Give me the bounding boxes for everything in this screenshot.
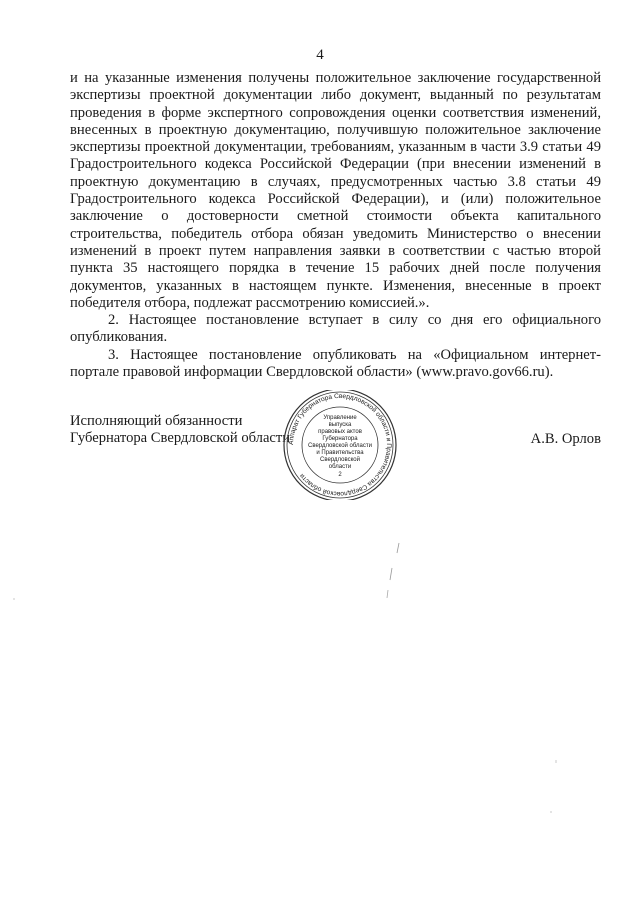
page-number: 4 [316, 47, 324, 63]
signatory-name: А.В. Орлов [530, 431, 601, 447]
paragraph-continuation: и на указанные изменения получены положительное заключение государственной экспертизы проектной документации либо документ, выданный по результатам проведения в форме экспертного сопровождения оценки соответствия изменений, внесенных в проектную документацию, получившую положительное заключение экспертизы проектной документации, требованиям, указанным в части 3.9 статьи 49 Градостроительного кодекса Российской Федерации (при внесении изменений в проектную документацию в случаях, предусмотренных частью 3.8 статьи 49 Градостроительного кодекса Российской Федерации), и (или) положительное заключение о достоверности сметной стоимости объекта капитального строительства, победитель отбора обязан уведомить Министерство о внесении изменений в проект путем направления заявки в соответствии с частью второй пункта 35 настоящего порядка в течение 15 рабочих дней после получения документов, указанных в настоящем пункте. Изменения, внесенные в проект победителя отбора, подлежат рассмотрению комиссией.». [70, 70, 601, 311]
signatory-position-line-2: Губернатора Свердловской области [70, 430, 291, 447]
stamp-line: выпуска [328, 422, 352, 428]
stamp-line: и Правительства [316, 450, 364, 456]
stamp-number: 2 [338, 472, 342, 478]
stamp-ring-text: Аппарат Губернатора Свердловской области и Правительства Свердловской области [287, 392, 393, 498]
paragraph-2: 2. Настоящее постановление вступает в силу со дня его официального опубликования. [70, 312, 601, 346]
stamp-line: области [328, 464, 352, 470]
stamp-line: Губернатора [322, 436, 358, 442]
paragraph-3: 3. Настоящее постановление опубликовать на «Официальном интернет-портале правовой информации Свердловской области» (www.pravo.gov66.ru). [70, 346, 601, 381]
stamp-line: Свердловской [320, 457, 360, 463]
stamp-line: Свердловской области [307, 443, 373, 449]
signatory-position-line-1: Исполняющий обязанности [70, 413, 243, 429]
stamp-line: правовых актов [318, 429, 362, 435]
stamp-line: Управление [323, 415, 357, 421]
